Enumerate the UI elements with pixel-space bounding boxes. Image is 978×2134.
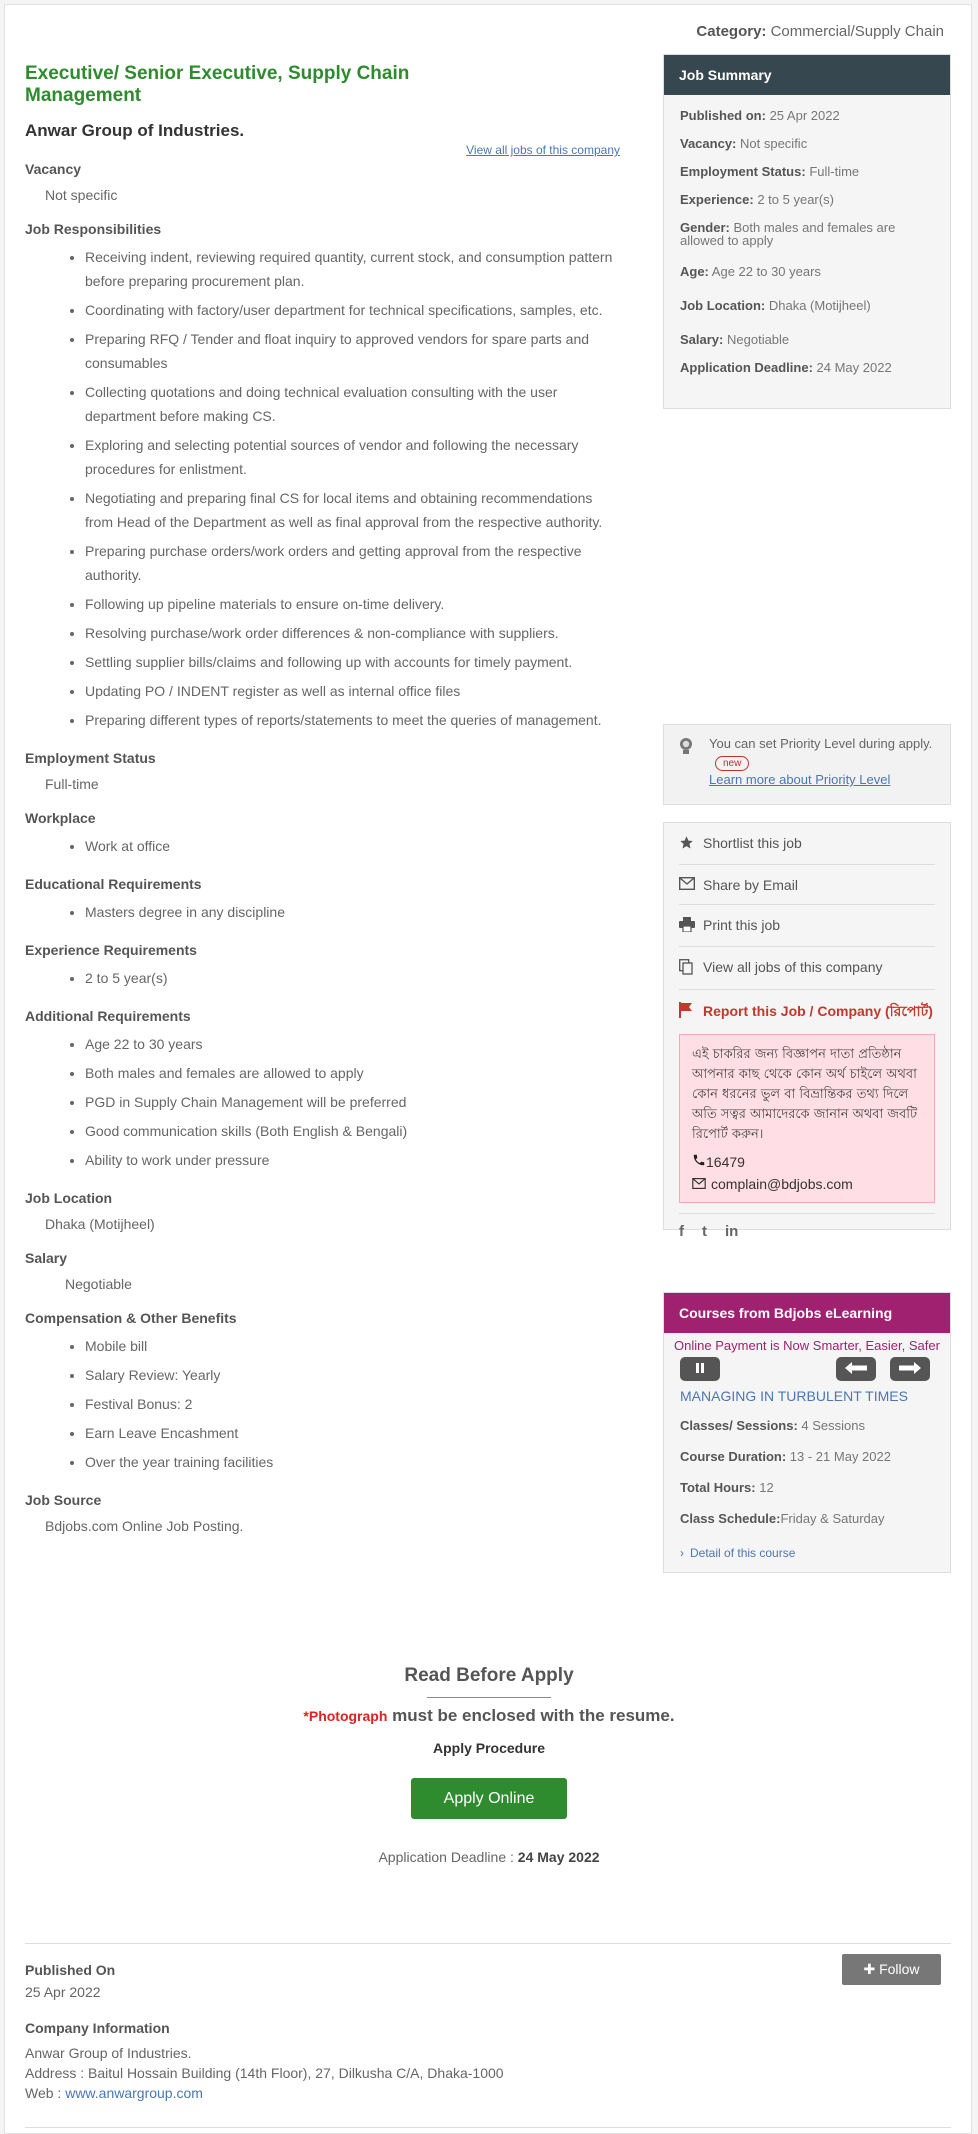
salary-value: Negotiable xyxy=(65,1276,132,1292)
summary-row: Age: Age 22 to 30 years xyxy=(680,264,821,279)
education-title: Educational Requirements xyxy=(25,876,202,892)
courses-header: Courses from Bdjobs eLearning xyxy=(664,1293,950,1333)
read-before-apply-title: Read Before Apply xyxy=(404,1665,574,1686)
benefits-title: Compensation & Other Benefits xyxy=(25,1310,237,1326)
apply-online-button[interactable]: Apply Online xyxy=(411,1778,567,1819)
printer-icon xyxy=(679,917,703,935)
list-item: • Exploring and selecting potential sources of vendor and following the necessary procedures for enlistment. xyxy=(85,433,620,481)
list-item: • Both males and females are allowed to apply xyxy=(85,1061,620,1085)
job-summary-panel xyxy=(663,54,951,409)
divider xyxy=(427,1697,551,1698)
published-on-title: Published On xyxy=(25,1962,116,1978)
carousel-controls xyxy=(664,1357,950,1383)
print-button[interactable]: Print this job xyxy=(679,905,935,947)
responsibilities-title: Job Responsibilities xyxy=(25,221,162,237)
company-info-name: Anwar Group of Industries. xyxy=(25,2045,192,2061)
list-item: • Salary Review: Yearly xyxy=(85,1363,620,1387)
course-row: Course Duration: 13 - 21 May 2022 xyxy=(680,1449,891,1464)
salary-title: Salary xyxy=(25,1250,68,1266)
courses-marquee: Online Payment is Now Smarter, Easier, Safer xyxy=(674,1338,940,1353)
course-row: Class Schedule:Friday & Saturday xyxy=(680,1511,885,1526)
category-line xyxy=(696,23,944,40)
education-list xyxy=(25,900,620,924)
report-job-button[interactable]: Report this Job / Company (রিপোর্ট) xyxy=(679,990,935,1028)
report-email: complain@bdjobs.com xyxy=(692,1176,922,1192)
list-item: • Updating PO / INDENT register as well as internal office files xyxy=(85,679,620,703)
list-item: • Age 22 to 30 years xyxy=(85,1032,620,1056)
social-share-bar xyxy=(679,1213,935,1240)
job-detail-page xyxy=(4,4,972,2134)
flag-icon xyxy=(679,1002,703,1022)
summary-row: Employment Status: Full-time xyxy=(680,164,860,179)
list-item: • Resolving purchase/work order differences & non-compliance with suppliers. xyxy=(85,621,620,645)
list-item: • Good communication skills (Both English & Bengali) xyxy=(85,1119,620,1143)
apply-procedure-title: Apply Procedure xyxy=(432,1740,546,1756)
share-email-button[interactable]: Share by Email xyxy=(679,865,935,905)
application-deadline: Application Deadline : 24 May 2022 xyxy=(378,1849,600,1865)
company-website-link[interactable]: www.anwargroup.com xyxy=(65,2085,203,2101)
list-item: • Receiving indent, reviewing required quantity, current stock, and consumption pattern before preparing procurement plan. xyxy=(85,245,620,293)
experience-title: Experience Requirements xyxy=(25,942,197,958)
company-web: Web : www.anwargroup.com xyxy=(25,2085,203,2101)
list-item: • Following up pipeline materials to ensure on-time delivery. xyxy=(85,592,620,616)
company-info-section xyxy=(25,1962,951,2103)
list-item: • Over the year training facilities xyxy=(85,1450,620,1474)
lightbulb-icon xyxy=(678,737,694,755)
pause-button[interactable] xyxy=(680,1357,720,1381)
list-item: • Festival Bonus: 2 xyxy=(85,1392,620,1416)
list-item: • Coordinating with factory/user department for technical specifications, samples, etc. xyxy=(85,298,620,322)
view-all-jobs-link[interactable]: View all jobs of this company xyxy=(466,143,620,157)
source-value: Bdjobs.com Online Job Posting. xyxy=(45,1518,244,1534)
apply-section xyxy=(5,1665,973,1865)
arrow-right-icon xyxy=(899,1362,921,1374)
list-item: • Collecting quotations and doing technical evaluation consulting with the user department before making CS. xyxy=(85,380,620,428)
list-item: • Ability to work under pressure xyxy=(85,1148,620,1172)
facebook-icon[interactable]: f xyxy=(679,1223,684,1240)
shortlist-button[interactable]: Shortlist this job xyxy=(679,823,935,865)
courses-panel xyxy=(663,1292,951,1573)
location-value: Dhaka (Motijheel) xyxy=(45,1216,155,1232)
additional-title: Additional Requirements xyxy=(25,1008,191,1024)
envelope-icon xyxy=(679,877,703,893)
list-item: • Mobile bill xyxy=(85,1334,620,1358)
company-info-title: Company Information xyxy=(25,2020,170,2036)
follow-button[interactable]: ✚ Follow xyxy=(842,1954,941,1985)
summary-row: Job Location: Dhaka (Motijheel) xyxy=(680,298,871,313)
job-summary-header: Job Summary xyxy=(664,55,950,95)
previous-button[interactable] xyxy=(836,1357,876,1381)
published-on-value: 25 Apr 2022 xyxy=(25,1984,101,2000)
company-name: Anwar Group of Industries. xyxy=(25,121,245,140)
list-item: • PGD in Supply Chain Management will be preferred xyxy=(85,1090,620,1114)
new-badge: new xyxy=(715,756,749,771)
workplace-list xyxy=(25,834,620,858)
next-button[interactable] xyxy=(890,1357,930,1381)
category-value: Commercial/Supply Chain xyxy=(770,23,944,40)
list-item: • Preparing purchase orders/work orders and getting approval from the respective authority. xyxy=(85,539,620,587)
list-item: • Preparing RFQ / Tender and float inquiry to approved vendors for spare parts and consumables xyxy=(85,327,620,375)
envelope-icon xyxy=(692,1176,706,1192)
list-item: • Earn Leave Encashment xyxy=(85,1421,620,1445)
summary-row: Salary: Negotiable xyxy=(680,332,790,347)
job-actions-panel xyxy=(663,822,951,1240)
source-title: Job Source xyxy=(25,1492,102,1508)
arrow-left-icon xyxy=(845,1362,867,1374)
footer-rule xyxy=(25,2127,951,2128)
summary-row: Application Deadline: 24 May 2022 xyxy=(680,360,892,375)
employment-status-value: Full-time xyxy=(45,776,99,792)
report-info-box xyxy=(679,1034,935,1203)
list-item: • Masters degree in any discipline xyxy=(85,900,620,924)
summary-row: Vacancy: Not specific xyxy=(680,136,808,151)
summary-row: Experience: 2 to 5 year(s) xyxy=(680,192,834,207)
view-all-jobs-button[interactable]: View all jobs of this company xyxy=(679,947,935,990)
copy-icon xyxy=(679,959,703,978)
list-item: • 2 to 5 year(s) xyxy=(85,966,620,990)
vacancy-title: Vacancy xyxy=(25,161,82,177)
employment-status-title: Employment Status xyxy=(25,750,156,766)
list-item: • Preparing different types of reports/statements to meet the queries of management. xyxy=(85,708,620,732)
list-item: • Negotiating and preparing final CS for local items and obtaining recommendations from Head of the Department as well as final approval from the respective authority. xyxy=(85,486,620,534)
report-phone: 16479 xyxy=(692,1153,922,1170)
plus-icon: ✚ xyxy=(863,1961,876,1977)
course-row: Total Hours: 12 xyxy=(680,1480,774,1495)
course-detail-link[interactable]: › Detail of this course xyxy=(680,1546,796,1560)
twitter-icon[interactable]: t xyxy=(702,1223,707,1240)
workplace-title: Workplace xyxy=(25,810,96,826)
pause-icon xyxy=(694,1362,706,1374)
summary-row: Published on: 25 Apr 2022 xyxy=(680,108,840,123)
category-label: Category: xyxy=(696,23,767,40)
star-icon xyxy=(679,835,703,853)
list-item: • Work at office xyxy=(85,834,620,858)
experience-list xyxy=(25,966,620,990)
vacancy-value: Not specific xyxy=(45,187,118,203)
linkedin-icon[interactable]: in xyxy=(725,1223,739,1240)
chevron-right-icon: › xyxy=(680,1546,684,1560)
report-warning-text: এই চাকরির জন্য বিজ্ঞাপন দাতা প্রতিষ্ঠান আপনার কাছ থেকে কোন অর্থ চাইলে অথবা কোন ধরনের ভুল বা বিভ্রান্তিকর তথ্য দিলে অতি সত্বর আমাদেরকে জানান অথবা জবটি রিপোর্ট করুন। xyxy=(692,1047,918,1142)
section-divider xyxy=(25,1943,951,1944)
job-details-column xyxy=(25,63,620,1534)
priority-learn-more-link[interactable]: Learn more about Priority Level xyxy=(709,772,891,787)
benefits-list xyxy=(25,1334,620,1474)
course-name-link[interactable]: MANAGING IN TURBULENT TIMES xyxy=(680,1388,908,1404)
phone-icon xyxy=(692,1153,706,1170)
course-row: Classes/ Sessions: 4 Sessions xyxy=(680,1418,866,1433)
list-item: • Settling supplier bills/claims and following up with accounts for timely payment. xyxy=(85,650,620,674)
responsibilities-list xyxy=(25,245,620,732)
photograph-notice: *Photograph must be enclosed with the resume. xyxy=(303,1706,675,1725)
priority-text: You can set Priority Level during apply. xyxy=(709,736,933,751)
additional-list xyxy=(25,1032,620,1172)
job-title: Executive/ Senior Executive, Supply Chain Management xyxy=(25,63,410,106)
company-address: Address : Baitul Hossain Building (14th Floor), 27, Dilkusha C/A, Dhaka-1000 xyxy=(25,2065,504,2081)
location-title: Job Location xyxy=(25,1190,113,1206)
priority-notice xyxy=(663,724,951,805)
summary-row: Gender: Both males and females are allowed to apply xyxy=(680,220,896,248)
